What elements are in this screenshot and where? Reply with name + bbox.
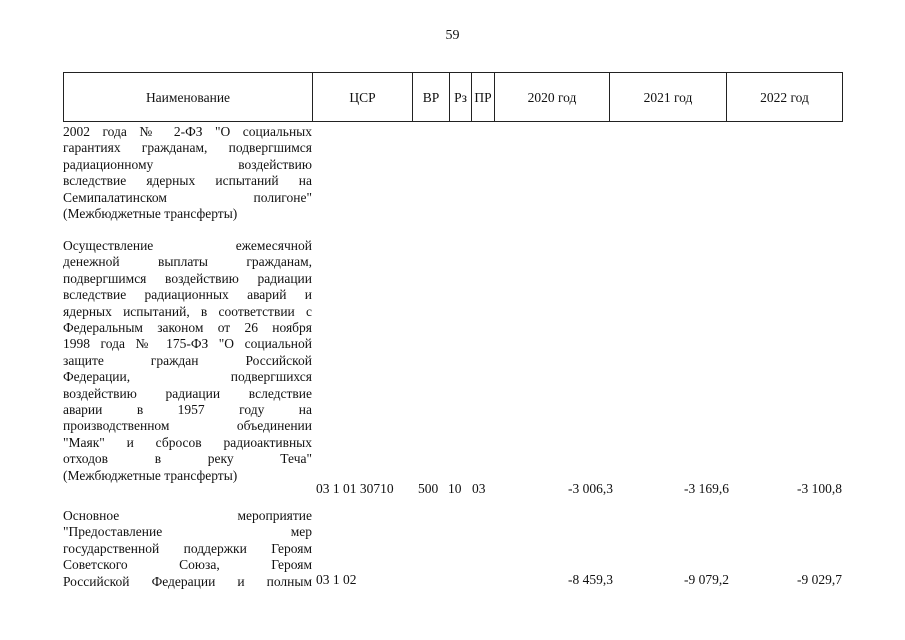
row-1-line: гарантиях гражданам, подвергшимся <box>63 140 312 156</box>
table-header <box>63 72 843 122</box>
row-2-line: Осуществление ежемесячной <box>63 238 312 253</box>
row-2-2021: -3 169,6 <box>684 481 729 496</box>
row-1-line: Семипалатинском полигоне" <box>63 189 312 205</box>
row-1-line: (Межбюджетные трансферты) <box>63 206 238 222</box>
row-2-line: подвергшимся воздействию радиации <box>63 270 312 286</box>
row-2-line: аварии в 1957 году на <box>63 402 312 418</box>
row-2-line: Федеральным законом от 26 ноября <box>63 320 312 336</box>
row-2-line: ядерных испытаний, в соответствии с <box>63 303 312 319</box>
row-2-vr: 500 <box>418 481 439 496</box>
row-3-2020: -8 459,3 <box>568 572 613 587</box>
row-2-line: "Маяк" и сбросов радиоактивных <box>63 434 312 450</box>
row-3-description <box>63 508 312 590</box>
row-3-line: Российской Федерации и полным <box>63 573 312 589</box>
row-2-line: отходов в реку Теча" <box>63 451 312 467</box>
row-2-line: денежной выплаты гражданам, <box>63 254 312 270</box>
row-3-2021: -9 079,2 <box>684 572 729 587</box>
row-3-line: Основное мероприятие <box>63 508 312 523</box>
row-2-description <box>63 238 312 484</box>
row-1-description <box>63 124 312 222</box>
header-2022: 2022 год <box>760 90 809 105</box>
header-csr: ЦСР <box>313 73 413 121</box>
row-3-line: "Предоставление мер <box>63 524 312 540</box>
header-pr: ПР <box>472 73 495 121</box>
row-2-line: 1998 года № 175-ФЗ "О социальной <box>63 336 312 352</box>
header-2020: 2020 год <box>495 73 610 121</box>
row-2-2020: -3 006,3 <box>568 481 613 496</box>
row-2-line: производственном объединении <box>63 418 312 434</box>
row-3-line: Советского Союза, Героям <box>63 557 312 573</box>
row-1-line: радиационному воздействию <box>63 156 312 172</box>
row-2-line: воздействию радиации вследствие <box>63 385 312 401</box>
header-2021: 2021 год <box>610 73 727 121</box>
header-vr: ВР <box>413 73 450 121</box>
row-2-2022: -3 100,8 <box>797 481 842 496</box>
row-1-line: вследствие ядерных испытаний на <box>63 173 312 189</box>
row-3-2022: -9 029,7 <box>797 572 842 587</box>
row-3-line: государственной поддержки Героям <box>63 540 312 556</box>
row-2-pr: 03 <box>472 481 486 496</box>
row-2-line: Федерации, подвергшихся <box>63 369 312 385</box>
row-2-line: вследствие радиационных аварий и <box>63 287 312 303</box>
row-2-line: защите граждан Российской <box>63 352 312 368</box>
header-rz: Рз <box>450 73 472 121</box>
row-2-csr: 03 1 01 30710 <box>316 481 394 496</box>
page-number: 59 <box>445 28 460 43</box>
row-1-line: 2002 года № 2-ФЗ "О социальных <box>63 124 312 139</box>
row-2-rz: 10 <box>448 481 462 496</box>
row-2-line: (Межбюджетные трансферты) <box>63 467 238 483</box>
row-3-csr: 03 1 02 <box>316 572 357 587</box>
header-name: Наименование <box>64 73 313 121</box>
